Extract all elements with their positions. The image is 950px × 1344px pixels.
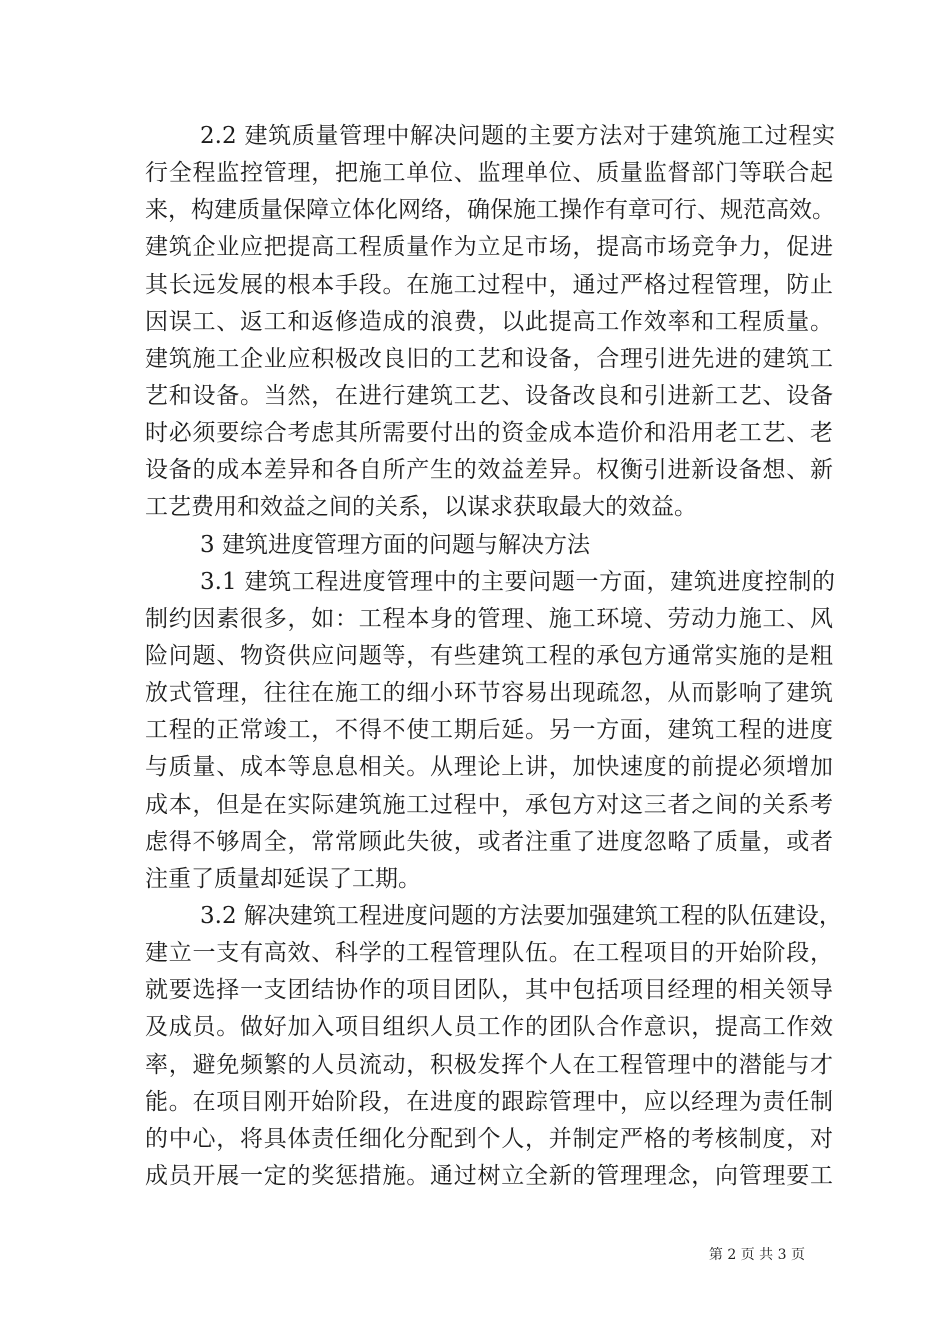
section-heading: 3 建筑进度管理方面的问题与解决方法 xyxy=(200,531,590,558)
text-line: 的中心，将具体责任细化分配到个人，并制定严格的考核制度，对 xyxy=(145,1125,833,1152)
text-line: 建筑施工企业应积极改良旧的工艺和设备，合理引进先进的建筑工 xyxy=(145,345,833,372)
text-line: 艺和设备。当然，在进行建筑工艺、设备改良和引进新工艺、设备 xyxy=(145,382,833,409)
paragraph-quality-methods xyxy=(145,118,835,527)
text-line: 3.2 解决建筑工程进度问题的方法要加强建筑工程的队伍建设， xyxy=(200,902,842,929)
text-line: 工程的正常竣工，不得不使工期后延。另一方面，建筑工程的进度 xyxy=(145,717,833,744)
paragraph-progress-solutions xyxy=(145,898,842,1195)
document-body xyxy=(145,118,842,1195)
text-line: 制约因素很多，如：工程本身的管理、施工环境、劳动力施工、风 xyxy=(145,605,833,632)
text-line: 时必须要综合考虑其所需要付出的资金成本造价和沿用老工艺、老 xyxy=(145,420,833,447)
text-line: 建立一支有高效、科学的工程管理队伍。在工程项目的开始阶段， xyxy=(145,940,833,967)
text-line: 放式管理，往往在施工的细小环节容易出现疏忽，从而影响了建筑 xyxy=(145,680,833,707)
text-line: 及成员。做好加入项目组织人员工作的团队合作意识，提高工作效 xyxy=(145,1014,833,1041)
text-line: 注重了质量却延误了工期。 xyxy=(145,865,421,892)
text-line: 建筑企业应把提高工程质量作为立足市场，提高市场竞争力，促进 xyxy=(145,234,833,261)
text-line: 能。在项目刚开始阶段，在进度的跟踪管理中，应以经理为责任制 xyxy=(145,1088,833,1115)
text-line: 2.2 建筑质量管理中解决问题的主要方法对于建筑施工过程实 xyxy=(200,123,835,149)
text-line: 来，构建质量保障立体化网络，确保施工操作有章可行、规范高效。 xyxy=(145,197,835,224)
paragraph-progress-problems xyxy=(145,564,835,898)
text-line: 行全程监控管理，把施工单位、监理单位、质量监督部门等联合起 xyxy=(145,160,833,187)
text-line: 险问题、物资供应问题等，有些建筑工程的承包方通常实施的是粗 xyxy=(145,642,833,669)
text-line: 工艺费用和效益之间的关系，以谋求获取最大的效益。 xyxy=(145,494,697,521)
text-line: 成本，但是在实际建筑施工过程中，承包方对这三者之间的关系考 xyxy=(145,791,833,818)
text-line: 设备的成本差异和各自所产生的效益差异。权衡引进新设备想、新 xyxy=(145,457,833,484)
text-line: 因误工、返工和返修造成的浪费，以此提高工作效率和工程质量。 xyxy=(145,308,833,335)
text-line: 与质量、成本等息息相关。从理论上讲，加快速度的前提必须增加 xyxy=(145,754,833,781)
text-line: 就要选择一支团结协作的项目团队，其中包括项目经理的相关领导 xyxy=(145,977,833,1004)
text-line: 虑得不够周全，常常顾此失彼，或者注重了进度忽略了质量，或者 xyxy=(145,828,833,855)
text-line: 其长远发展的根本手段。在施工过程中，通过严格过程管理，防止 xyxy=(145,271,833,298)
text-line: 成员开展一定的奖惩措施。通过树立全新的管理理念，向管理要工 xyxy=(145,1162,833,1189)
section-heading-progress xyxy=(145,527,835,564)
text-line: 3.1 建筑工程进度管理中的主要问题一方面，建筑进度控制的 xyxy=(200,568,835,595)
text-line: 率，避免频繁的人员流动，积极发挥个人在工程管理中的潜能与才 xyxy=(145,1051,833,1078)
page-number-footer: 第 2 页 共 3 页 xyxy=(708,1247,805,1263)
